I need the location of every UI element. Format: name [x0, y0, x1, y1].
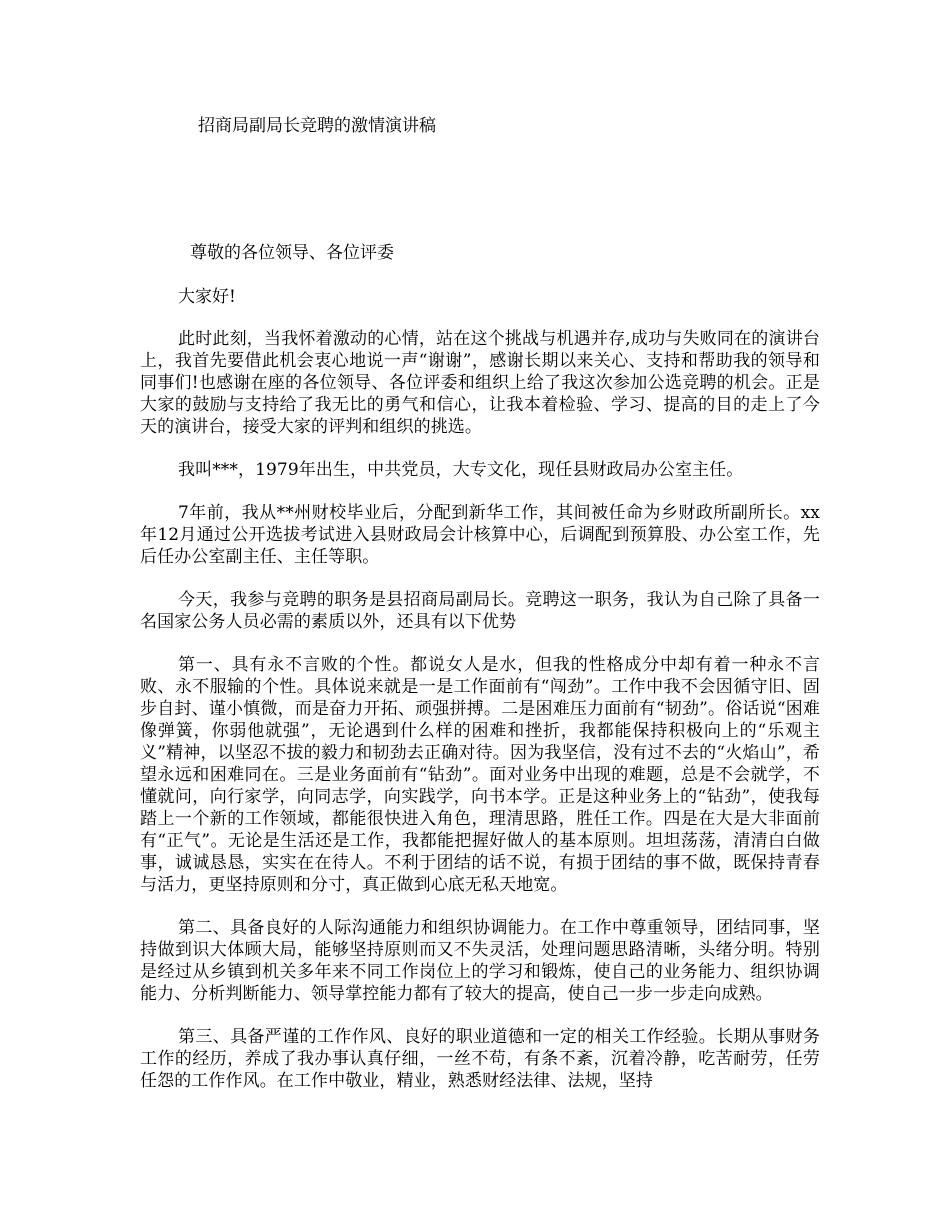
paragraph-advantage-one: 第一、具有永不言败的个性。都说女人是水，但我的性格成分中却有着一种永不言败、永不服输的个性。具体说来就是一是工作面前有“闯劲”。工作中我不会因循守旧、固步自封、谨小慎微，而是奋力开拓、顽强拼搏。二是困难压力面前有“韧劲”。俗话说“困难像弹簧，你弱他就强”，无论遇到什么样的困难和挫折，我都能保持积极向上的“乐观主义”精神，以坚忍不拔的毅力和韧劲去正确对待。因为我坚信，没有过不去的“火焰山”，希望永远和困难同在。三是业务面前有“钻劲”。面对业务中出现的难题，总是不会就学，不懂就问，向行家学，向同志学，向实践学，向书本学。正是这种业务上的“钻劲”，使我每踏上一个新的工作领域，都能很快进入角色，理清思路，胜任工作。四是在大是大非面前有“正气”。无论是生活还是工作，我都能把握好做人的基本原则。坦坦荡荡，清清白白做事，诚诚恳恳，实实在在待人。不利于团结的话不说，有损于团结的事不做，既保持青春与活力，更坚持原则和分寸，真正做到心底无私天地宽。 — [140, 655, 820, 895]
document-title: 招商局副局长竞聘的激情演讲稿 — [198, 116, 436, 136]
paragraph-intro: 此时此刻，当我怀着激动的心情，站在这个挑战与机遇并存,成功与失败同在的演讲台上，我首先要借此机会衷心地说一声“谢谢”，感谢长期以来关心、支持和帮助我的领导和同事们!也感谢在座的各位领导、各位评委和组织上给了我这次参加公选竞聘的机会。正是大家的鼓励与支持给了我无比的勇气和信心，让我本着检验、学习、提高的目的走上了今天的演讲台，接受大家的评判和组织的挑选。 — [140, 329, 820, 437]
salutation: 尊敬的各位领导、各位评委 — [190, 243, 394, 263]
paragraph-position: 今天，我参与竞聘的职务是县招商局副局长。竞聘这一职务，我认为自己除了具备一名国家公务人员必需的素质以外，还具有以下优势 — [140, 590, 820, 632]
paragraph-self-introduction: 我叫***，1979年出生，中共党员，大专文化，现任县财政局办公室主任。 — [178, 460, 744, 480]
paragraph-work-history: 7年前，我从**州财校毕业后，分配到新华工作，其间被任命为乡财政所副所长。xx年12月通过公开选拔考试进入县财政局会计核算中心，后调配到预算股、办公室工作，先后任办公室副主任、主任等职。 — [140, 503, 820, 567]
greeting: 大家好! — [178, 287, 236, 307]
paragraph-advantage-three: 第三、具备严谨的工作作风、良好的职业道德和一定的相关工作经验。长期从事财务工作的经历，养成了我办事认真仔细，一丝不苟，有条不紊，沉着冷静，吃苦耐劳，任劳任怨的工作作风。在工作中敬业，精业，熟悉财经法律、法规，坚持 — [140, 1027, 820, 1091]
speech-body — [140, 328, 820, 1113]
paragraph-advantage-two: 第二、具备良好的人际沟通能力和组织协调能力。在工作中尊重领导，团结同事，坚持做到识大体顾大局，能够坚持原则而又不失灵活，处理问题思路清晰，头绪分明。特别是经过从乡镇到机关多年来不同工作岗位上的学习和锻炼，使自己的业务能力、组织协调能力、分析判断能力、领导掌控能力都有了较大的提高，使自己一步一步走向成熟。 — [140, 918, 820, 1004]
